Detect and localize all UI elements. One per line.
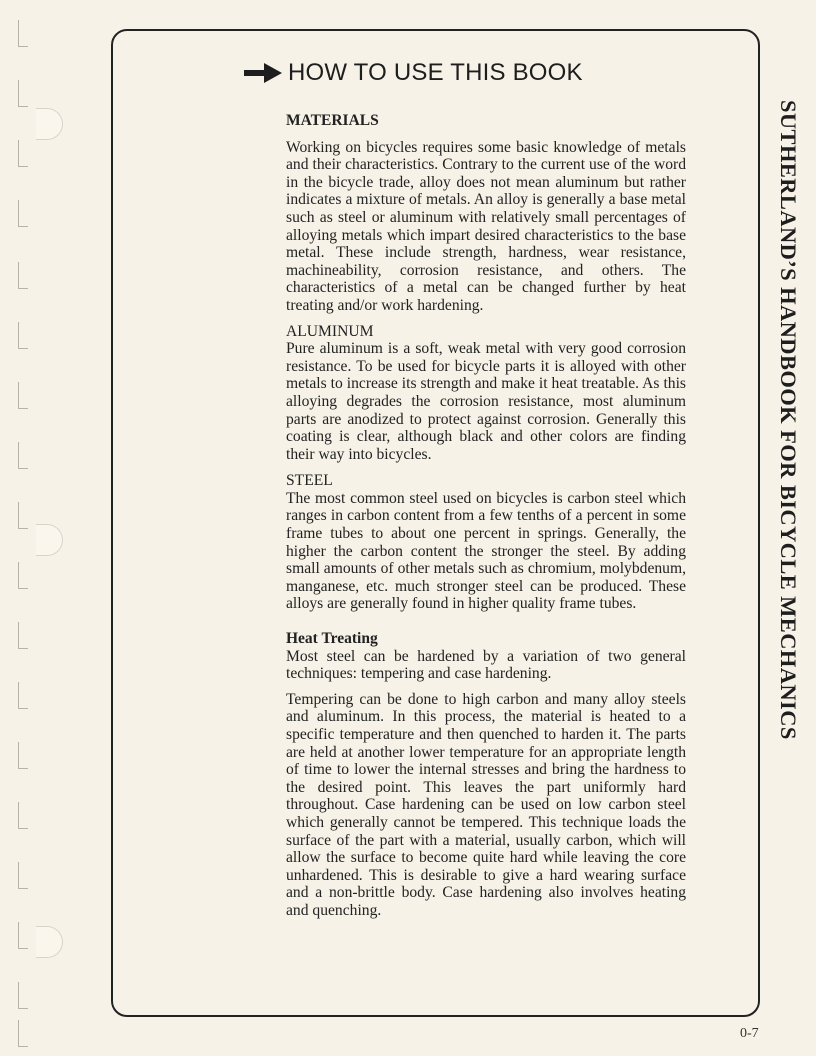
binder-hole — [36, 108, 63, 140]
margin-tick — [18, 140, 28, 167]
heading-title: HOW TO USE THIS BOOK — [288, 59, 583, 86]
margin-tick — [18, 802, 28, 829]
margin-tick — [18, 742, 28, 769]
binder-hole — [36, 926, 63, 958]
article-body — [286, 112, 686, 928]
section-aluminum — [286, 323, 686, 464]
margin-tick — [18, 922, 28, 949]
paragraph-steel: The most common steel used on bicycles is carbon steel which ranges in carbon content from a few tenths of a percent in some frame tubes to about one percent in springs. Generally, the higher the carbon content the stronger the steel. By adding small amounts of other metals such as chromium, molybdenum, manganese, etc. much stronger steel can be produced. These alloys are generally found in higher quality frame tubes. — [286, 489, 686, 613]
margin-tick — [18, 862, 28, 889]
binder-hole — [36, 524, 63, 556]
margin-tick — [18, 200, 28, 227]
margin-tick — [18, 382, 28, 409]
margin-tick — [18, 622, 28, 649]
margin-tick — [18, 562, 28, 589]
arrow-right-icon — [244, 63, 282, 83]
section-title-heat-treating: Heat Treating — [286, 630, 378, 648]
margin-tick — [18, 442, 28, 469]
paragraph-aluminum: Pure aluminum is a soft, weak metal with very good corrosion resistance. To be used for bicycle parts it is alloyed with other metals to increase its strength and make it heat treatable. As this alloying degrades the corrosion resistance, most aluminum parts are anodized to protect against corrosion. Generally this coating is clear, although black and other colors are finding their way into bicycles. — [286, 340, 686, 463]
binder-margin — [0, 0, 60, 1056]
margin-tick — [18, 322, 28, 349]
page-heading — [244, 58, 583, 88]
section-title-materials: MATERIALS — [286, 112, 379, 129]
book-side-title: SUTHERLAND’S HANDBOOK FOR BICYCLE MECHANICS — [776, 100, 801, 740]
margin-tick — [18, 262, 28, 289]
section-title-steel: STEEL — [286, 472, 333, 490]
margin-tick — [18, 80, 28, 107]
margin-tick — [18, 502, 28, 529]
margin-tick — [18, 682, 28, 709]
page-number: 0-7 — [740, 1026, 759, 1041]
margin-tick — [18, 1020, 28, 1047]
margin-tick — [18, 20, 28, 47]
paragraph-materials: Working on bicycles requires some basic knowledge of metals and their characteristics. Contrary to the current use of the word in the bicycle trade, alloy does not mean aluminum but rather indicates a mixture of metals. An alloy is generally a base metal such as steel or aluminum with relatively small percentages of alloying metals which impart desired characteristics to the base metal. These include strength, hardness, wear resistance, machineability, corrosion resistance, and others. The characteristics of a metal can be changed further by heat treating and/or work hardening. — [286, 138, 686, 314]
paragraph-heat-treating-1: Most steel can be hardened by a variation of two general techniques: tempering and case hardening. — [286, 647, 686, 683]
section-steel — [286, 472, 686, 613]
margin-tick — [18, 982, 28, 1009]
section-title-aluminum: ALUMINUM — [286, 322, 374, 340]
paragraph-heat-treating-2: Tempering can be done to high carbon and many alloy steels and aluminum. In this process, the material is heated to a specific temperature and then quenched to harden it. The parts are held at another lower temperature for an appropriate length of time to lower the internal stresses and bring the hardness to the desired point. This leaves the part uniformly hard throughout. Case hardening can be used on low carbon steel which generally cannot be tempered. This technique loads the surface of the part with a material, usually carbon, which will allow the surface to become quite hard while leaving the core unhardened. This is desirable to give a hard wearing surface and a non-brittle body. Case hardening also involves heating and quenching. — [286, 690, 686, 919]
